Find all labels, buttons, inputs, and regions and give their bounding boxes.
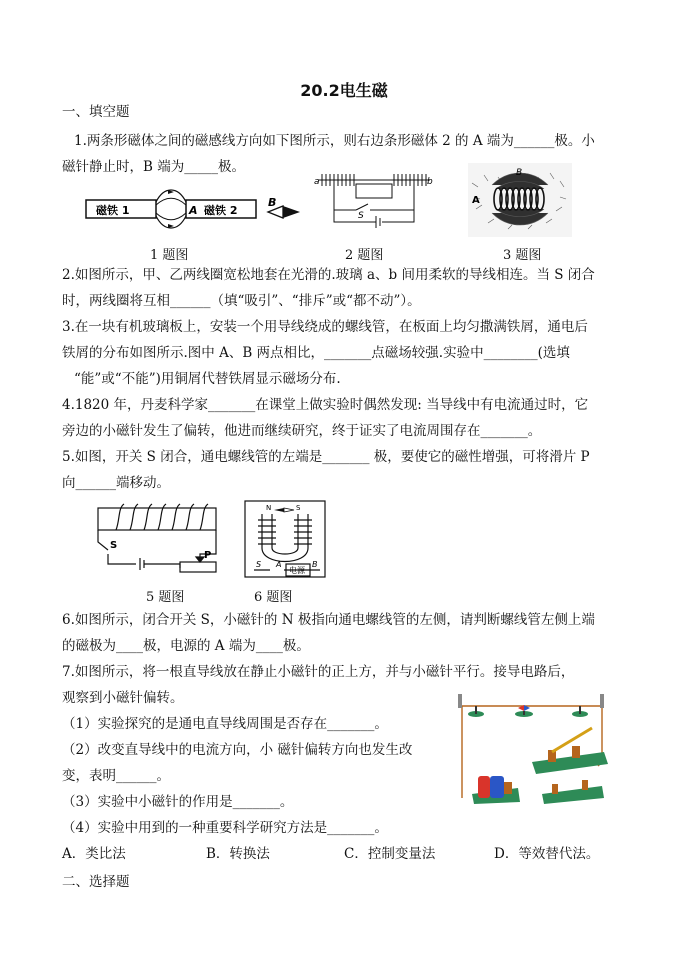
fig5-label-p: P [204,550,212,561]
q3-line1: 3.在一块有机玻璃板上，安装一个用导线绕成的螺线管，在板面上均匀撒满铁屑，通电后 [62,319,588,335]
figure-1-compass-needle [266,196,306,226]
fig3-label-b: B [516,168,523,178]
q6-line1: 6.如图所示，闭合开关 S，小磁针的 N 极指向通电螺线管的左侧，请判断螺线管左侧上端 [62,612,595,628]
q7-sub2-line1: （2）改变直导线中的电流方向，小 磁针偏转方向也发生改 [62,742,413,758]
q7-option-c: C．控制变量法 [344,846,436,862]
fig1-label-a: A [189,204,198,217]
figure-3-iron-filings-photo [468,163,572,237]
caption-figure-6: 6 题图 [254,590,293,605]
fig6-label-s-needle: S [296,504,301,512]
q7-sub2-line2: 变，表明______。 [62,768,170,784]
q7-line1: 7.如图所示，将一根直导线放在静止小磁针的正上方，并与小磁针平行。接导电路后， [62,664,575,680]
fig6-label-b: B [312,560,318,569]
fig6-label-n: N [266,504,272,512]
caption-figure-1: 1 题图 [150,248,189,263]
figure-6-u-electromagnet [244,500,326,578]
fig2-label-a: a [314,177,320,187]
q7-sub1: （1）实验探究的是通电直导线周围是否存在_______。 [62,716,388,732]
q7-option-d: D．等效替代法。 [494,846,600,862]
fig1-magnet2-label: 磁铁 2 [204,204,238,217]
q5-line2: 向______端移动。 [62,475,170,491]
fig5-label-s: S [110,540,118,551]
q3-line2: 铁屑的分布如图所示.图中 A、B 两点相比，_______点磁场较强.实验中________(选填 [62,345,570,361]
fig3-label-a: A [472,195,480,206]
q3-line3: “能”或“不能”)用铜屑代替铁屑显示磁场分布. [74,371,341,387]
fig1-label-b: B [268,196,277,209]
fig6-label-a: A [276,560,282,569]
fig2-label-b: b [427,177,433,187]
q1-line2: 磁针静止时，B 端为_____极。 [62,159,245,175]
q7-sub4: （4）实验中用到的一种重要科学研究方法是_______。 [62,820,388,836]
caption-figure-2: 2 题图 [345,248,384,263]
q2-line1: 2.如图所示，甲、乙两线圈宽松地套在光滑的.玻璃 a、b 间用柔软的导线相连。当 S 闭合 [62,267,595,283]
figure-5-solenoid-rheostat [96,502,220,576]
q1-line1: 1.两条形磁体之间的磁感线方向如下图所示，则右边条形磁体 2 的 A 端为______极。小 [74,133,595,149]
fig6-label-s: S [256,560,262,569]
q7-line2: 观察到小磁针偏转。 [62,690,184,706]
caption-figure-5: 5 题图 [146,590,185,605]
q2-line2: 时，两线圈将互相______（填“吸引”、“排斥”或“都不动”）。 [62,293,421,309]
figure-2-coils-circuit [314,170,434,238]
fig1-magnet1-label: 磁铁 1 [96,204,130,217]
section-heading-choice: 二、选择题 [62,874,130,890]
q7-option-b: B．转换法 [206,846,270,862]
caption-figure-3: 3 题图 [503,248,542,263]
figure-1-bar-magnets [86,186,256,231]
figure-7-oersted-experiment-photo [452,692,614,804]
q6-line2: 的磁极为____极，电源的 A 端为____极。 [62,638,310,654]
fig6-label-source: 电源 [289,566,305,575]
q7-sub3: （3）实验中小磁针的作用是_______。 [62,794,294,810]
page-title: 20.2电生磁 [300,81,388,100]
q4-line2: 旁边的小磁针发生了偏转，他进而继续研究，终于证实了电流周围存在_______。 [62,423,542,439]
q7-option-a: A．类比法 [62,846,126,862]
fig2-label-s: S [358,211,364,221]
q5-line1: 5.如图，开关 S 闭合，通电螺线管的左端是_______ 极，要使它的磁性增强，可将滑片 P [62,449,590,465]
section-heading-fill-blank: 一、填空题 [62,104,130,120]
q4-line1: 4.1820 年，丹麦科学家_______在课堂上做实验时偶然发现: 当导线中有电流通过时，它 [62,397,589,413]
